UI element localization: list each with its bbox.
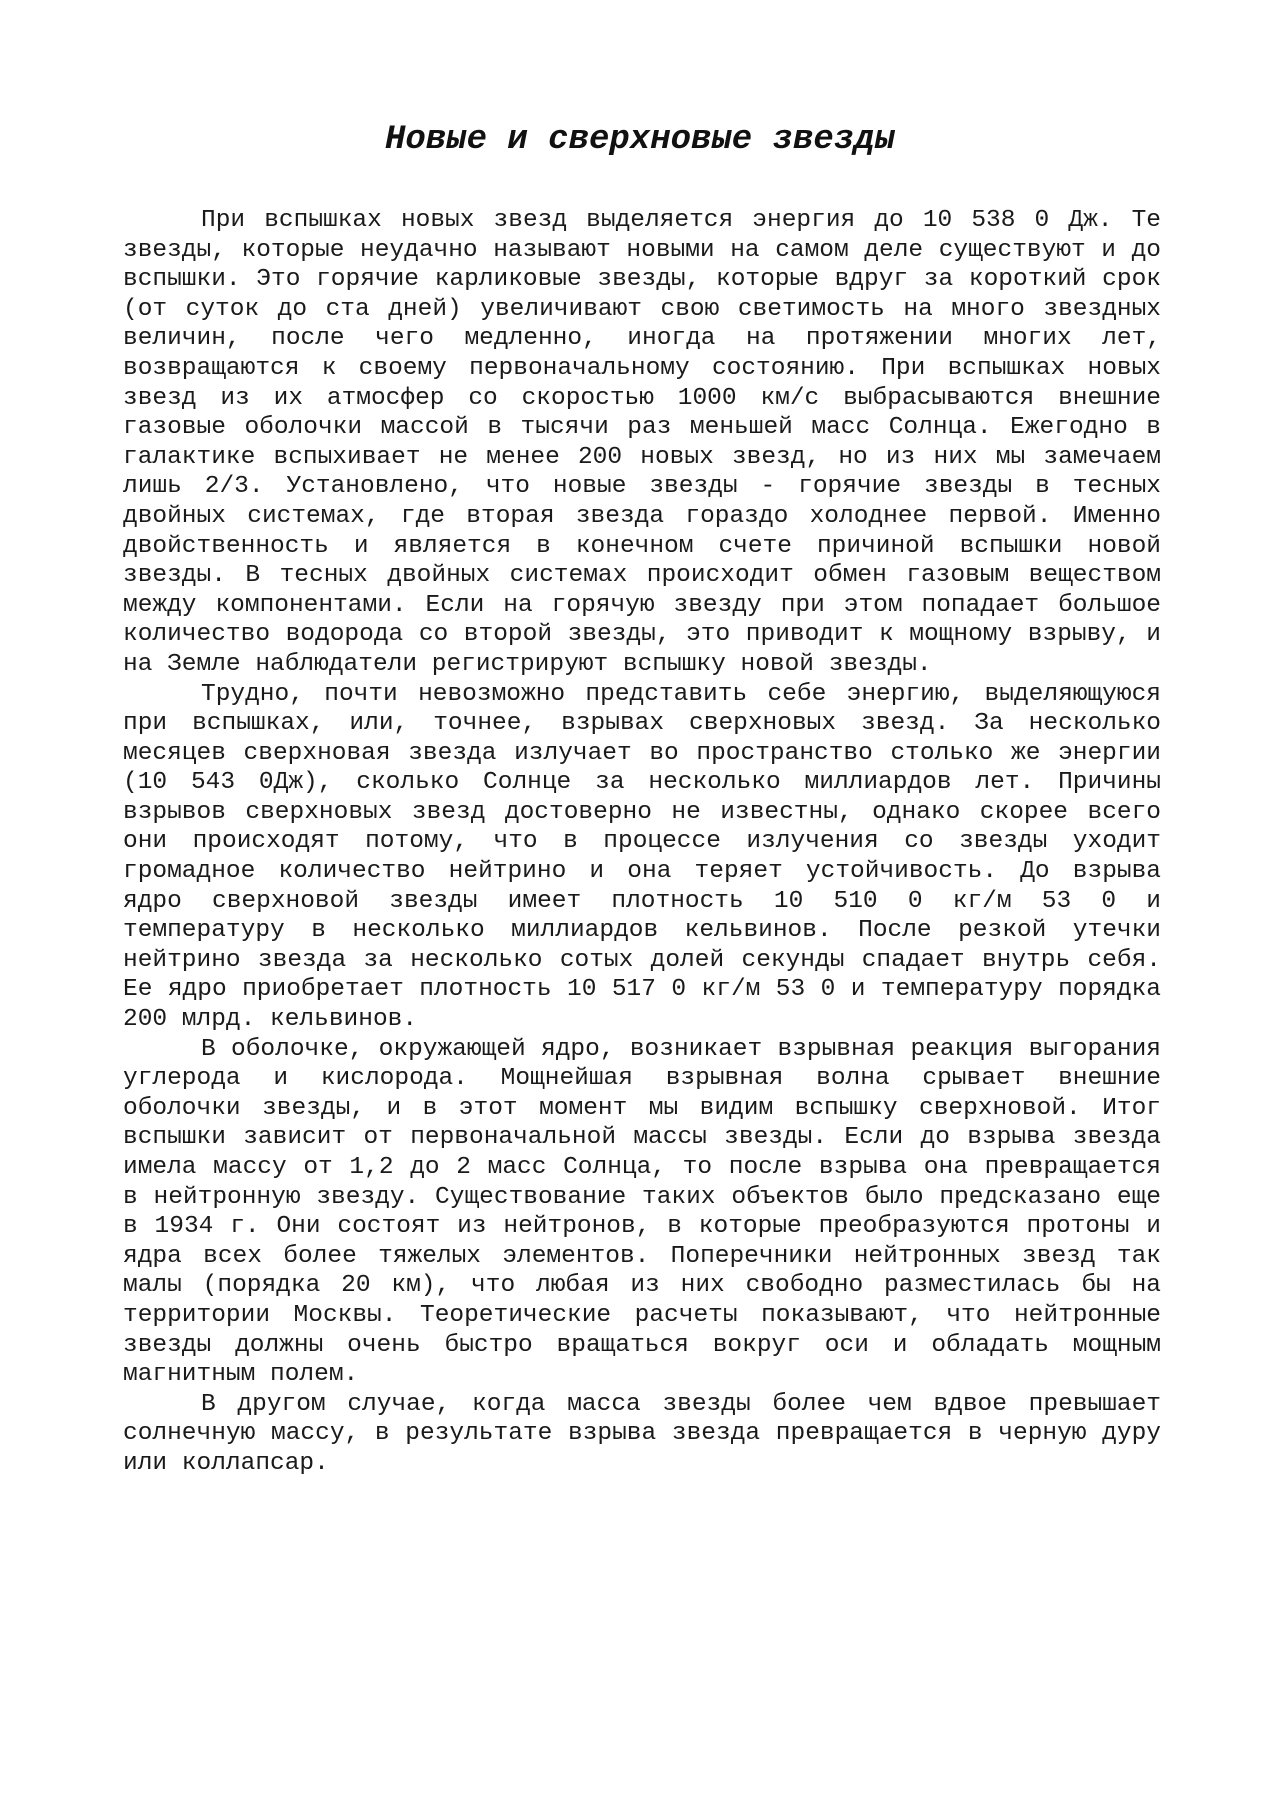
paragraph-supernova-energy: Трудно, почти невозможно представить себе энергию, выделяющуюся при вспышках, или, точнее, взрывах сверхновых звезд. За несколько месяцев сверхновая звезда излучает во пространство столько же энергии (10 543 0Дж), сколько Солнце за несколько миллиардов лет. Причины взрывов сверхновых звезд достоверно не известны, однако скорее всего они происходят потому, что в процессе излучения со звезды уходит громадное количество нейтрино и она теряет устойчивость. До взрыва ядро сверхновой звезды имеет плотность 10 510 0 кг/м 53 0 и температуру в несколько миллиардов кельвинов. После резкой утечки нейтрино звезда за несколько сотых долей секунды спадает внутрь себя. Ее ядро приобретает плотность 10 517 0 кг/м 53 0 и температуру порядка 200 млрд. кельвинов. (123, 680, 1161, 1034)
document-title: Новые и сверхновые звезды (384, 121, 896, 159)
paragraph-black-hole: В другом случае, когда масса звезды более чем вдвое превышает солнечную массу, в результате взрыва звезда превращается в черную дуру или коллапсар. (123, 1390, 1161, 1477)
paragraph-novae: При вспышках новых звезд выделяется энергия до 10 538 0 Дж. Те звезды, которые неудачно называют новыми на самом деле существуют и до вспышки. Это горячие карликовые звезды, которые вдруг за короткий срок (от суток до ста дней) увеличивают свою светимость на много звездных величин, после чего медленно, иногда на протяжении многих лет, возвращаются к своему первоначальному состоянию. При вспышках новых звезд из их атмосфер со скоростью 1000 км/с выбрасываются внешние газовые оболочки массой в тысячи раз меньшей масс Солнца. Ежегодно в галактике вспыхивает не менее 200 новых звезд, но из них мы замечаем лишь 2/3. Установлено, что новые звезды - горячие звезды в тесных двойных системах, где вторая звезда гораздо холоднее первой. Именно двойственность и является в конечном счете причиной вспышки новой звезды. В тесных двойных системах происходит обмен газовым веществом между компонентами. Если на горячую звезду при этом попадает большое количество водорода со второй звезды, это приводит к мощному взрыву, и на Земле наблюдатели регистрируют вспышку новой звезды. (123, 207, 1161, 678)
document-body (123, 206, 1161, 1479)
paragraph-neutron-stars: В оболочке, окружающей ядро, возникает взрывная реакция выгорания углерода и кислорода. Мощнейшая взрывная волна срывает внешние оболочки звезды, и в этот момент мы видим вспышку сверхновой. Итог вспышки зависит от первоначальной массы звезды. Если до взрыва звезда имела массу от 1,2 до 2 масс Солнца, то после взрыва она превращается в нейтронную звезду. Существование таких объектов было предсказано еще в 1934 г. Они состоят из нейтронов, в которые преобразуются протоны и ядра всех более тяжелых элементов. Поперечники нейтронных звезд так малы (порядка 20 км), что любая из них свободно разместилась бы на территории Москвы. Теоретические расчеты показывают, что нейтронные звезды должны очень быстро вращаться вокруг оси и обладать мощным магнитным полем. (123, 1035, 1161, 1389)
